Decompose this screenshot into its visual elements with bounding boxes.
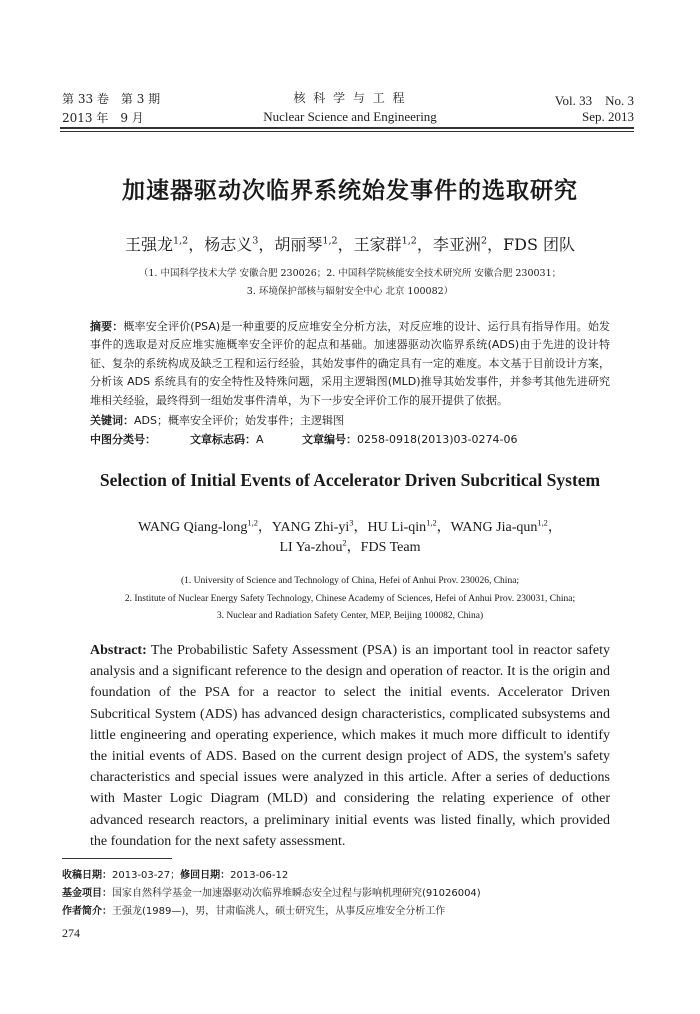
date-cn: 2013 年 9 月 — [62, 111, 144, 125]
footnote-bio — [62, 902, 445, 917]
abstract-en-text: The Probabilistic Safety Assessment (PSA) is an important tool in reactor safety analysis and a significant reference to the design and operation of reactor. It is the origin and foundation of the PSA for a reactor to select the initial events. Accelerator Driven Subcritical System (ADS) has advanced design characteristics, complicated subsystems and little engineering and operating experience, which makes it much more difficult to identify the initial events of ADS. Based on the current design project of ADS, the system's safety characteristics and special issues were analyzed in this article. After a series of deductions with Master Logic Diagram (MLD) and considering the relating experience of other advanced research reactors, a preliminary initial events was listed finally, which provided the foundation for the next safety assessment. — [90, 643, 610, 849]
author-en-sup: 1,2 — [247, 518, 258, 528]
footnote-dates — [62, 866, 288, 881]
author-en-sup: 3 — [349, 518, 354, 528]
affiliation-en-line2: 2. Institute of Nuclear Energy Safety Technology, Chinese Academy of Sciences, Hefei of Anhui Prov. 230031, China; — [124, 594, 576, 604]
author-cn-sup: 2 — [480, 235, 488, 247]
author-cn-sup: 1,2 — [401, 235, 417, 247]
footnote-rule — [62, 858, 172, 859]
author-cn-sup: 1,2 — [172, 235, 189, 247]
author-cn: ，李亚洲 — [416, 235, 481, 254]
revised-date: 2013-06-12 — [230, 870, 289, 881]
author-cn-sup: 3 — [252, 235, 259, 247]
title-en: Selection of Initial Events of Accelerator Driven Subcritical System — [99, 470, 601, 490]
title-cn: 加速器驱动次临界系统始发事件的选取研究 — [122, 178, 578, 204]
date-en: Sep. 2013 — [582, 109, 634, 124]
authors-en-line2 — [0, 536, 700, 556]
author-en-sup: 1,2 — [426, 518, 437, 528]
article-id-label: 文章编号： — [302, 433, 357, 446]
affiliation-cn-line1: （1. 中国科学技术大学 安徽合肥 230026；2. 中国科学院核能安全技术研究所 安徽合肥 230031； — [138, 268, 562, 279]
doc-code-value: A — [256, 433, 264, 446]
abstract-en-label: Abstract: — [90, 643, 147, 658]
page-number: 274 — [62, 926, 80, 940]
journal-en: Nuclear Science and Engineering — [263, 109, 437, 124]
volume-en: Vol. 33 No. 3 — [554, 93, 634, 108]
keywords-cn-text: ADS；概率安全评价；始发事件；主逻辑图 — [134, 414, 344, 427]
volume-cn: 第 33 卷 第 3 期 — [62, 92, 161, 106]
author-cn: ，FDS 团队 — [487, 235, 576, 254]
abstract-cn — [90, 318, 610, 410]
author-en: WANG Qiang-long — [138, 520, 248, 535]
keywords-cn — [90, 412, 344, 428]
bio-label: 作者简介： — [62, 906, 112, 917]
article-id-value: 0258-0918(2013)03-0274-06 — [357, 433, 518, 446]
received-label: 收稿日期： — [62, 870, 112, 881]
author-cn: ，杨志义 — [188, 235, 253, 254]
affiliation-en-line3: 3. Nuclear and Radiation Safety Center, MEP, Beijing 100082, China) — [216, 611, 484, 621]
abstract-en — [90, 640, 610, 852]
received-date: 2013-03-27； — [112, 870, 181, 881]
fund-text: 国家自然科学基金一加速器驱动次临界堆瞬态安全过程与影响机理研究(91026004) — [112, 888, 481, 899]
doc-code-label: 文章标志码： — [190, 433, 256, 446]
author-en: ， — [547, 520, 562, 535]
author-en: LI Ya-zhou — [279, 540, 343, 555]
author-cn: ，胡丽琴 — [258, 235, 323, 254]
author-en: ，HU Li-qin — [353, 520, 427, 535]
abstract-cn-text: 概率安全评价(PSA)是一种重要的反应堆安全分析方法，对反应堆的设计、运行具有指导作用。始发事件的选取是对反应堆实施概率安全评价的起点和基础。加速器驱动次临界系统(ADS)由于先进的设计特征、复杂的系统构成及缺乏工程和运行经验，其始发事件的确定具有一定的难度。本文基于目前设计方案，分析该 ADS 系统具有的安全特性及特殊问题，采用主逻辑图(MLD)推导其始发事件，并参考其他先进研究堆相关经验，最终得到一组始发事件清单，为下一步安全评价工作的展开提供了依据。 — [90, 320, 610, 407]
author-en-sup: 1,2 — [537, 518, 548, 528]
affiliation-en-line1: (1. University of Science and Technology of China, Hefei of Anhui Prov. 230026, China; — [180, 576, 520, 586]
fund-label: 基金项目： — [62, 888, 112, 899]
author-cn: 王强龙 — [124, 235, 173, 254]
bio-text: 王强龙(1989—)，男，甘肃临洮人，硕士研究生，从事反应堆安全分析工作 — [112, 906, 446, 917]
author-cn: ，王家群 — [337, 235, 402, 254]
revised-label: 修回日期： — [180, 870, 231, 881]
author-en-sup: 2 — [342, 538, 347, 548]
authors-en-line1 — [0, 516, 700, 536]
keywords-cn-label: 关键词： — [90, 414, 134, 427]
affiliation-cn-line2: 3. 环境保护部核与辐射安全中心 北京 100082） — [246, 286, 454, 297]
footnote-fund — [62, 884, 481, 899]
authors-cn — [0, 232, 700, 255]
author-en: ，YANG Zhi-yi — [257, 520, 350, 535]
clc-label: 中图分类号： — [90, 433, 156, 446]
author-en: ，WANG Jia-qun — [436, 520, 538, 535]
abstract-cn-label: 摘要： — [90, 320, 124, 333]
author-en: ，FDS Team — [346, 540, 421, 555]
header-rule-thin — [60, 131, 634, 132]
classification-cn — [90, 431, 610, 447]
author-cn-sup: 1,2 — [322, 235, 338, 247]
journal-cn: 核 科 学 与 工 程 — [293, 91, 407, 105]
header-rule-thick — [60, 127, 634, 129]
